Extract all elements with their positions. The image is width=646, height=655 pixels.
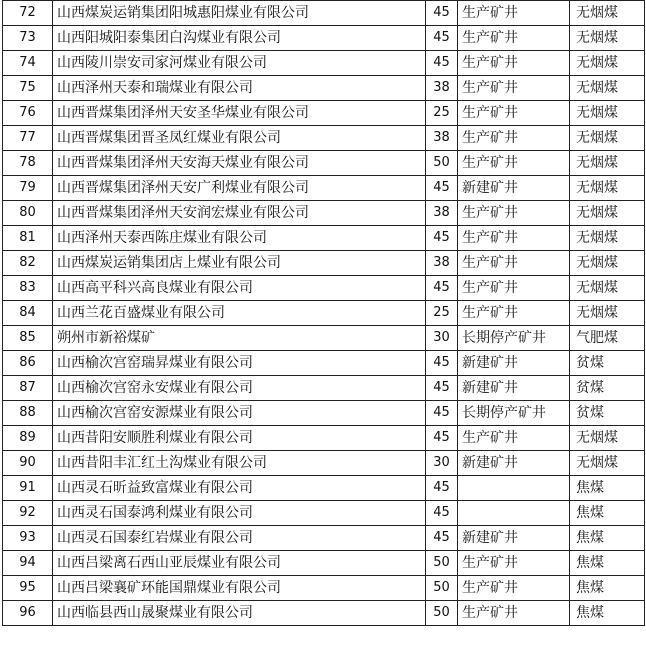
mine-status-cell: 新建矿井 bbox=[458, 376, 570, 401]
mine-status-cell: 新建矿井 bbox=[458, 526, 570, 551]
row-number-cell: 90 bbox=[3, 451, 53, 476]
company-name-cell: 山西榆次宫窑永安煤业有限公司 bbox=[53, 376, 426, 401]
company-name-cell: 山西晋煤集团泽州天安润宏煤业有限公司 bbox=[53, 201, 426, 226]
company-name-cell: 山西高平科兴高良煤业有限公司 bbox=[53, 276, 426, 301]
company-name-cell: 山西煤炭运销集团阳城惠阳煤业有限公司 bbox=[53, 1, 426, 26]
mine-status-cell: 长期停产矿井 bbox=[458, 401, 570, 426]
coal-type-cell: 无烟煤 bbox=[570, 1, 645, 26]
capacity-cell: 38 bbox=[426, 251, 458, 276]
coal-type-cell: 无烟煤 bbox=[570, 201, 645, 226]
coal-type-cell: 无烟煤 bbox=[570, 151, 645, 176]
company-name-cell: 山西灵石昕益致富煤业有限公司 bbox=[53, 476, 426, 501]
coal-type-cell: 无烟煤 bbox=[570, 126, 645, 151]
coal-type-cell: 无烟煤 bbox=[570, 51, 645, 76]
table-row bbox=[3, 351, 645, 376]
company-name-cell: 山西昔阳丰汇红土沟煤业有限公司 bbox=[53, 451, 426, 476]
capacity-cell: 25 bbox=[426, 101, 458, 126]
coal-type-cell: 无烟煤 bbox=[570, 226, 645, 251]
table-row bbox=[3, 326, 645, 351]
table-row bbox=[3, 26, 645, 51]
capacity-cell: 45 bbox=[426, 276, 458, 301]
capacity-cell: 45 bbox=[426, 476, 458, 501]
company-name-cell: 山西灵石国泰红岩煤业有限公司 bbox=[53, 526, 426, 551]
coal-type-cell: 焦煤 bbox=[570, 551, 645, 576]
table-row bbox=[3, 526, 645, 551]
capacity-cell: 38 bbox=[426, 201, 458, 226]
table-row bbox=[3, 251, 645, 276]
row-number-cell: 73 bbox=[3, 26, 53, 51]
table-row bbox=[3, 501, 645, 526]
mine-status-cell: 长期停产矿井 bbox=[458, 326, 570, 351]
table-row bbox=[3, 226, 645, 251]
table-row bbox=[3, 151, 645, 176]
company-name-cell: 山西晋煤集团泽州天安海天煤业有限公司 bbox=[53, 151, 426, 176]
company-name-cell: 山西吕梁离石西山亚辰煤业有限公司 bbox=[53, 551, 426, 576]
company-name-cell: 山西临县西山晟聚煤业有限公司 bbox=[53, 601, 426, 626]
capacity-cell: 45 bbox=[426, 351, 458, 376]
company-name-cell: 山西榆次宫窑安源煤业有限公司 bbox=[53, 401, 426, 426]
mine-status-cell bbox=[458, 476, 570, 501]
table-row bbox=[3, 551, 645, 576]
capacity-cell: 45 bbox=[426, 376, 458, 401]
coal-type-cell: 贫煤 bbox=[570, 351, 645, 376]
mine-status-cell: 新建矿井 bbox=[458, 451, 570, 476]
table-row bbox=[3, 101, 645, 126]
capacity-cell: 50 bbox=[426, 601, 458, 626]
company-name-cell: 山西晋煤集团晋圣凤红煤业有限公司 bbox=[53, 126, 426, 151]
table-row bbox=[3, 176, 645, 201]
coal-type-cell: 气肥煤 bbox=[570, 326, 645, 351]
capacity-cell: 45 bbox=[426, 501, 458, 526]
row-number-cell: 75 bbox=[3, 76, 53, 101]
mine-status-cell: 生产矿井 bbox=[458, 576, 570, 601]
capacity-cell: 50 bbox=[426, 151, 458, 176]
mine-status-cell: 生产矿井 bbox=[458, 226, 570, 251]
table-row bbox=[3, 426, 645, 451]
company-name-cell: 山西晋煤集团泽州天安广利煤业有限公司 bbox=[53, 176, 426, 201]
mine-status-cell: 生产矿井 bbox=[458, 126, 570, 151]
row-number-cell: 96 bbox=[3, 601, 53, 626]
capacity-cell: 38 bbox=[426, 76, 458, 101]
mine-status-cell: 生产矿井 bbox=[458, 76, 570, 101]
row-number-cell: 74 bbox=[3, 51, 53, 76]
table-row bbox=[3, 126, 645, 151]
capacity-cell: 38 bbox=[426, 126, 458, 151]
mine-status-cell: 生产矿井 bbox=[458, 26, 570, 51]
company-name-cell: 山西吕梁襄矿环能国鼎煤业有限公司 bbox=[53, 576, 426, 601]
row-number-cell: 85 bbox=[3, 326, 53, 351]
row-number-cell: 88 bbox=[3, 401, 53, 426]
coal-type-cell: 无烟煤 bbox=[570, 276, 645, 301]
mine-status-cell: 生产矿井 bbox=[458, 251, 570, 276]
coal-type-cell: 焦煤 bbox=[570, 476, 645, 501]
mine-status-cell: 生产矿井 bbox=[458, 551, 570, 576]
table-row bbox=[3, 1, 645, 26]
table-body bbox=[3, 1, 645, 626]
company-name-cell: 山西榆次宫窑瑞昇煤业有限公司 bbox=[53, 351, 426, 376]
table-row bbox=[3, 76, 645, 101]
coal-type-cell: 贫煤 bbox=[570, 401, 645, 426]
table-row bbox=[3, 476, 645, 501]
table-row bbox=[3, 201, 645, 226]
capacity-cell: 45 bbox=[426, 526, 458, 551]
mine-status-cell: 新建矿井 bbox=[458, 351, 570, 376]
mine-status-cell: 生产矿井 bbox=[458, 276, 570, 301]
company-name-cell: 山西阳城阳泰集团白沟煤业有限公司 bbox=[53, 26, 426, 51]
company-name-cell: 山西煤炭运销集团店上煤业有限公司 bbox=[53, 251, 426, 276]
capacity-cell: 50 bbox=[426, 551, 458, 576]
mine-status-cell: 生产矿井 bbox=[458, 51, 570, 76]
mine-status-cell: 生产矿井 bbox=[458, 201, 570, 226]
row-number-cell: 84 bbox=[3, 301, 53, 326]
mine-status-cell: 新建矿井 bbox=[458, 176, 570, 201]
capacity-cell: 45 bbox=[426, 426, 458, 451]
row-number-cell: 91 bbox=[3, 476, 53, 501]
table-row bbox=[3, 301, 645, 326]
row-number-cell: 87 bbox=[3, 376, 53, 401]
row-number-cell: 95 bbox=[3, 576, 53, 601]
capacity-cell: 45 bbox=[426, 176, 458, 201]
company-name-cell: 山西兰花百盛煤业有限公司 bbox=[53, 301, 426, 326]
table-row bbox=[3, 376, 645, 401]
coal-type-cell: 无烟煤 bbox=[570, 426, 645, 451]
row-number-cell: 80 bbox=[3, 201, 53, 226]
company-name-cell: 山西泽州天泰和瑞煤业有限公司 bbox=[53, 76, 426, 101]
mine-status-cell: 生产矿井 bbox=[458, 301, 570, 326]
coal-type-cell: 无烟煤 bbox=[570, 301, 645, 326]
row-number-cell: 76 bbox=[3, 101, 53, 126]
mine-status-cell bbox=[458, 501, 570, 526]
capacity-cell: 45 bbox=[426, 401, 458, 426]
coal-type-cell: 焦煤 bbox=[570, 601, 645, 626]
mine-status-cell: 生产矿井 bbox=[458, 1, 570, 26]
capacity-cell: 45 bbox=[426, 226, 458, 251]
row-number-cell: 79 bbox=[3, 176, 53, 201]
row-number-cell: 86 bbox=[3, 351, 53, 376]
capacity-cell: 30 bbox=[426, 326, 458, 351]
coal-type-cell: 焦煤 bbox=[570, 501, 645, 526]
capacity-cell: 45 bbox=[426, 51, 458, 76]
row-number-cell: 81 bbox=[3, 226, 53, 251]
company-name-cell: 山西泽州天泰西陈庄煤业有限公司 bbox=[53, 226, 426, 251]
table-row bbox=[3, 601, 645, 626]
capacity-cell: 25 bbox=[426, 301, 458, 326]
mine-status-cell: 生产矿井 bbox=[458, 151, 570, 176]
company-name-cell: 朔州市新裕煤矿 bbox=[53, 326, 426, 351]
company-name-cell: 山西晋煤集团泽州天安圣华煤业有限公司 bbox=[53, 101, 426, 126]
table-row bbox=[3, 451, 645, 476]
capacity-cell: 50 bbox=[426, 576, 458, 601]
coal-type-cell: 无烟煤 bbox=[570, 26, 645, 51]
coal-type-cell: 贫煤 bbox=[570, 376, 645, 401]
mine-status-cell: 生产矿井 bbox=[458, 101, 570, 126]
row-number-cell: 72 bbox=[3, 1, 53, 26]
coal-type-cell: 无烟煤 bbox=[570, 76, 645, 101]
mine-status-cell: 生产矿井 bbox=[458, 426, 570, 451]
capacity-cell: 30 bbox=[426, 451, 458, 476]
coal-type-cell: 无烟煤 bbox=[570, 451, 645, 476]
coal-type-cell: 焦煤 bbox=[570, 526, 645, 551]
table-row bbox=[3, 51, 645, 76]
table-row bbox=[3, 401, 645, 426]
company-name-cell: 山西陵川崇安司家河煤业有限公司 bbox=[53, 51, 426, 76]
table-row bbox=[3, 576, 645, 601]
row-number-cell: 92 bbox=[3, 501, 53, 526]
capacity-cell: 45 bbox=[426, 1, 458, 26]
coal-type-cell: 焦煤 bbox=[570, 576, 645, 601]
table-row bbox=[3, 276, 645, 301]
coal-type-cell: 无烟煤 bbox=[570, 101, 645, 126]
coal-type-cell: 无烟煤 bbox=[570, 176, 645, 201]
capacity-cell: 45 bbox=[426, 26, 458, 51]
row-number-cell: 82 bbox=[3, 251, 53, 276]
mine-status-cell: 生产矿井 bbox=[458, 601, 570, 626]
row-number-cell: 78 bbox=[3, 151, 53, 176]
company-name-cell: 山西昔阳安顺胜利煤业有限公司 bbox=[53, 426, 426, 451]
coal-mine-table bbox=[2, 0, 645, 626]
coal-type-cell: 无烟煤 bbox=[570, 251, 645, 276]
row-number-cell: 94 bbox=[3, 551, 53, 576]
row-number-cell: 89 bbox=[3, 426, 53, 451]
company-name-cell: 山西灵石国泰鸿利煤业有限公司 bbox=[53, 501, 426, 526]
row-number-cell: 77 bbox=[3, 126, 53, 151]
row-number-cell: 83 bbox=[3, 276, 53, 301]
row-number-cell: 93 bbox=[3, 526, 53, 551]
